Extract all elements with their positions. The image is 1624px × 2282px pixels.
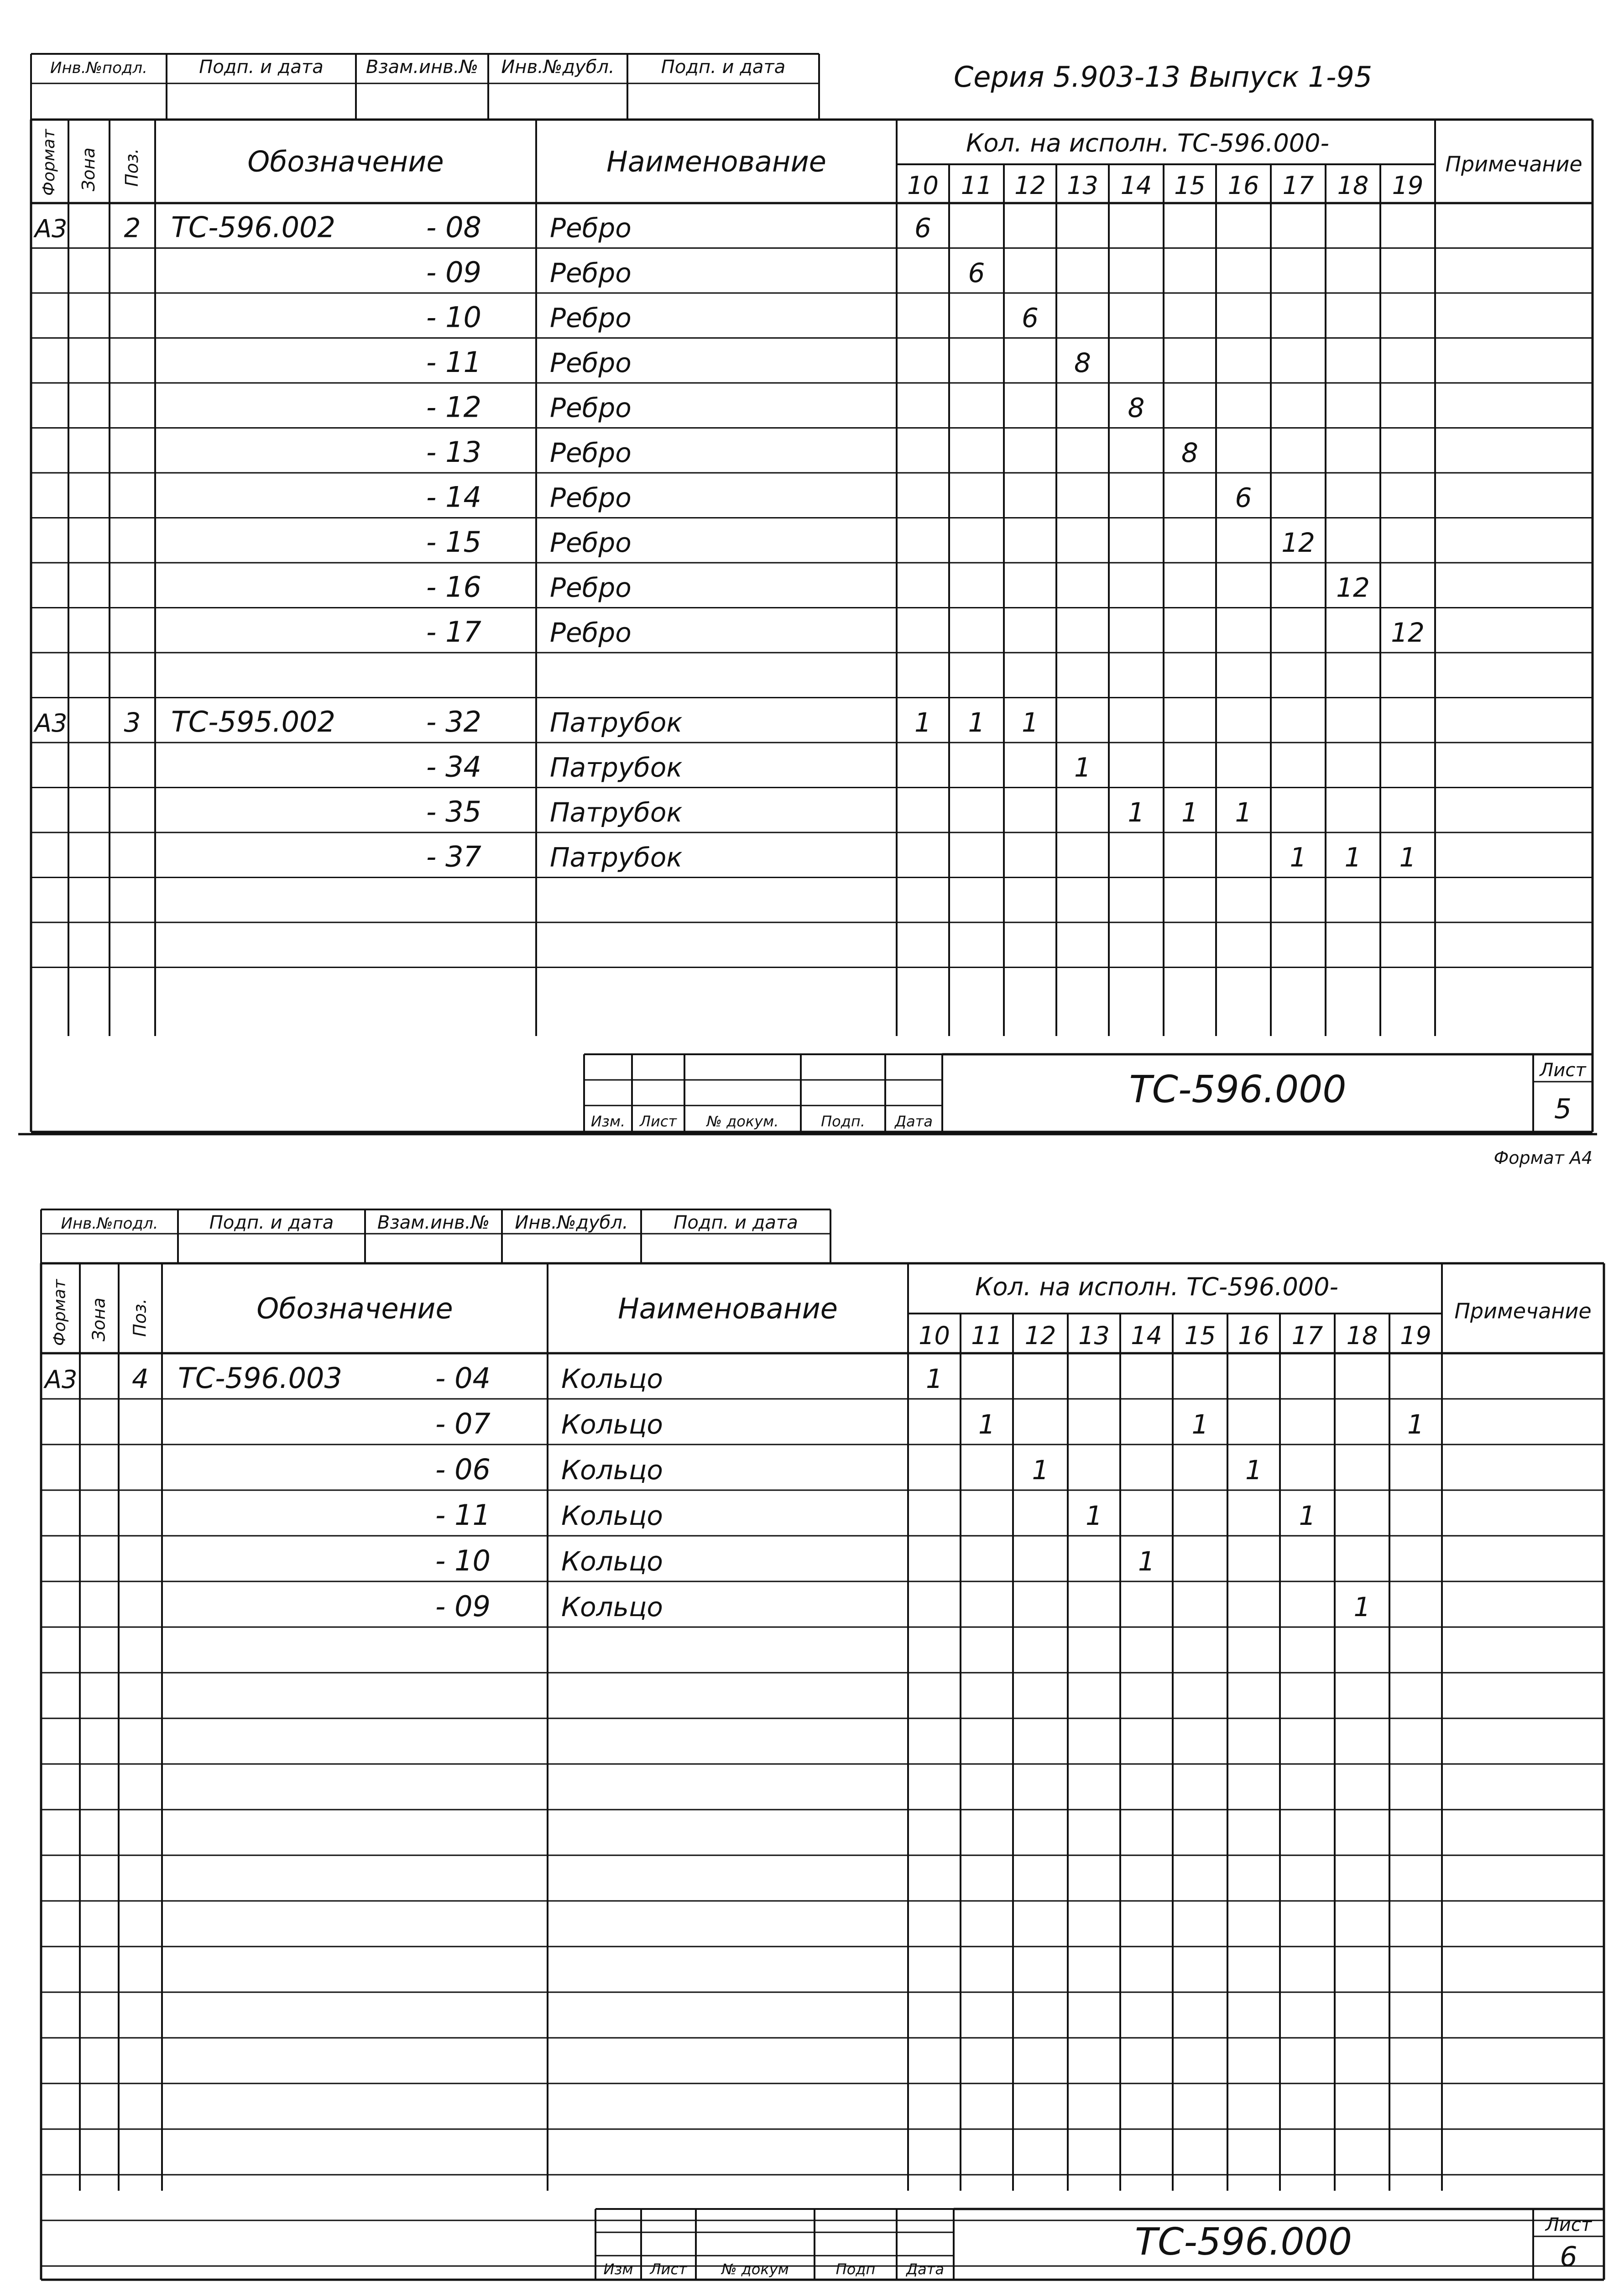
row-name: Ребро bbox=[550, 212, 632, 244]
header-designation: Обозначение bbox=[256, 1292, 453, 1325]
row-qty: 1 bbox=[1022, 707, 1039, 738]
row-format: А3 bbox=[35, 709, 68, 738]
row-suffix: - 16 bbox=[426, 570, 481, 604]
variant-label: 18 bbox=[1337, 171, 1369, 200]
row-qty: 1 bbox=[1407, 1409, 1424, 1440]
row-qty: 1 bbox=[1245, 1455, 1262, 1486]
sheet-label: Лист bbox=[1545, 2214, 1592, 2235]
row-name: Ребро bbox=[550, 617, 632, 648]
header-format: Формат bbox=[50, 1279, 69, 1346]
row-name: Ребро bbox=[550, 392, 632, 424]
row-suffix: - 34 bbox=[426, 750, 481, 784]
row-qty: 12 bbox=[1281, 527, 1315, 558]
series-title: Серия 5.903-13 Выпуск 1-95 bbox=[954, 60, 1373, 94]
title-block-label: Лист bbox=[650, 2261, 687, 2278]
stamp-label: Подп. и дата bbox=[199, 57, 324, 78]
row-suffix: - 09 bbox=[426, 256, 481, 289]
row-suffix: - 10 bbox=[426, 300, 481, 334]
stamp-label: Подп. и дата bbox=[674, 1212, 798, 1233]
row-designation: ТС-595.002 bbox=[171, 705, 335, 738]
variant-label: 10 bbox=[907, 171, 939, 200]
variant-label: 16 bbox=[1238, 1321, 1269, 1350]
header-qty-group: Кол. на исполн. ТС-596.000- bbox=[975, 1272, 1339, 1301]
row-name: Патрубок bbox=[550, 842, 683, 873]
stamp-label: Инв.№дубл. bbox=[501, 57, 615, 78]
header-name: Наименование bbox=[618, 1292, 838, 1325]
row-suffix: - 11 bbox=[426, 345, 481, 379]
variant-label: 12 bbox=[1014, 171, 1046, 200]
stamp-label: Инв.№подл. bbox=[50, 59, 147, 77]
format-note: Формат А4 bbox=[1493, 1148, 1593, 1168]
row-designation: ТС-596.002 bbox=[171, 210, 335, 244]
row-qty: 6 bbox=[914, 212, 931, 244]
row-name: Патрубок bbox=[550, 707, 683, 738]
row-suffix: - 35 bbox=[426, 795, 481, 828]
row-qty: 6 bbox=[1022, 302, 1039, 334]
header-note: Примечание bbox=[1454, 1298, 1592, 1324]
row-qty: 1 bbox=[1290, 842, 1307, 873]
header-zone: Зона bbox=[78, 147, 99, 191]
variant-label: 14 bbox=[1120, 171, 1152, 200]
row-suffix: - 32 bbox=[426, 705, 481, 738]
stamp-label: Подп. и дата bbox=[209, 1212, 334, 1233]
title-block-label: Дата bbox=[895, 1113, 933, 1130]
spec-sheet-5 bbox=[18, 54, 1597, 1168]
row-suffix: - 10 bbox=[435, 1544, 491, 1577]
row-qty: 1 bbox=[968, 707, 985, 738]
row-name: Кольцо bbox=[561, 1500, 663, 1531]
document-number: ТС-596.000 bbox=[1129, 1068, 1347, 1111]
row-designation: ТС-596.003 bbox=[178, 1361, 342, 1395]
row-name: Кольцо bbox=[561, 1591, 663, 1623]
stamp-label: Подп. и дата bbox=[661, 57, 786, 78]
row-suffix: - 06 bbox=[435, 1453, 491, 1486]
row-name: Ребро bbox=[550, 437, 632, 468]
variant-label: 18 bbox=[1346, 1321, 1378, 1350]
row-suffix: - 04 bbox=[435, 1361, 491, 1395]
header-pos: Поз. bbox=[130, 1298, 150, 1337]
title-block-label: № докум. bbox=[706, 1113, 779, 1130]
header-note: Примечание bbox=[1445, 152, 1582, 177]
title-block-label: № докум bbox=[721, 2261, 789, 2278]
row-qty: 1 bbox=[1138, 1546, 1155, 1577]
row-qty: 1 bbox=[1181, 797, 1198, 828]
row-format: А3 bbox=[35, 214, 68, 243]
row-qty: 12 bbox=[1336, 572, 1370, 603]
row-qty: 1 bbox=[1344, 842, 1362, 873]
sheet-number: 5 bbox=[1554, 1093, 1572, 1125]
row-suffix: - 17 bbox=[426, 615, 481, 649]
title-block-label: Лист bbox=[639, 1113, 677, 1130]
row-qty: 1 bbox=[1235, 797, 1252, 828]
variant-label: 17 bbox=[1291, 1321, 1323, 1350]
row-name: Ребро bbox=[550, 257, 632, 288]
row-name: Патрубок bbox=[550, 752, 683, 783]
row-qty: 1 bbox=[978, 1409, 995, 1440]
header-qty-group: Кол. на исполн. ТС-596.000- bbox=[966, 129, 1330, 157]
row-qty: 12 bbox=[1391, 617, 1425, 648]
row-pos: 4 bbox=[132, 1363, 149, 1394]
stamp-label: Инв.№дубл. bbox=[515, 1212, 628, 1233]
row-format: А3 bbox=[45, 1365, 78, 1394]
row-name: Ребро bbox=[550, 302, 632, 334]
title-block-label: Изм. bbox=[590, 1113, 626, 1130]
row-name: Ребро bbox=[550, 527, 632, 558]
row-qty: 1 bbox=[1191, 1409, 1209, 1440]
row-qty: 1 bbox=[1074, 752, 1091, 783]
header-pos: Поз. bbox=[122, 148, 142, 187]
variant-label: 17 bbox=[1282, 171, 1314, 200]
row-pos: 3 bbox=[124, 707, 141, 738]
row-suffix: - 13 bbox=[426, 435, 481, 469]
row-qty: 1 bbox=[1399, 842, 1416, 873]
title-block-label: Дата bbox=[906, 2261, 944, 2278]
header-zone: Зона bbox=[89, 1298, 109, 1341]
variant-label: 19 bbox=[1392, 171, 1424, 200]
row-suffix: - 09 bbox=[435, 1590, 491, 1623]
row-suffix: - 15 bbox=[426, 525, 481, 559]
header-format: Формат bbox=[40, 129, 58, 196]
variant-label: 19 bbox=[1400, 1321, 1431, 1350]
row-name: Кольцо bbox=[561, 1546, 663, 1577]
variant-label: 15 bbox=[1184, 1321, 1216, 1350]
header-name: Наименование bbox=[606, 145, 826, 178]
sheet-label: Лист bbox=[1540, 1060, 1586, 1081]
row-qty: 6 bbox=[968, 257, 985, 288]
variant-label: 11 bbox=[971, 1321, 1003, 1350]
variant-label: 12 bbox=[1024, 1321, 1056, 1350]
variant-label: 13 bbox=[1067, 171, 1098, 200]
stamp-label: Взам.инв.№ bbox=[366, 57, 479, 78]
row-name: Кольцо bbox=[561, 1409, 663, 1440]
row-name: Ребро bbox=[550, 482, 632, 513]
variant-label: 16 bbox=[1227, 171, 1259, 200]
row-name: Ребро bbox=[550, 572, 632, 603]
row-name: Кольцо bbox=[561, 1363, 663, 1394]
variant-label: 10 bbox=[919, 1321, 950, 1350]
stamp-label: Инв.№подл. bbox=[61, 1214, 158, 1233]
row-suffix: - 11 bbox=[435, 1498, 491, 1532]
title-block-label: Изм bbox=[603, 2261, 633, 2278]
row-name: Патрубок bbox=[550, 797, 683, 828]
sheet-number: 6 bbox=[1560, 2241, 1577, 2273]
row-name: Ребро bbox=[550, 347, 632, 378]
variant-label: 15 bbox=[1174, 171, 1206, 200]
stamp-label: Взам.инв.№ bbox=[377, 1212, 490, 1233]
row-suffix: - 08 bbox=[426, 210, 481, 244]
row-qty: 1 bbox=[1086, 1500, 1102, 1531]
row-qty: 6 bbox=[1235, 482, 1252, 513]
row-suffix: - 37 bbox=[426, 840, 481, 874]
spec-sheet-6 bbox=[41, 1209, 1604, 2280]
row-qty: 1 bbox=[1032, 1455, 1049, 1486]
row-qty: 8 bbox=[1074, 347, 1091, 378]
row-suffix: - 12 bbox=[426, 390, 481, 424]
row-qty: 1 bbox=[1353, 1591, 1371, 1623]
row-pos: 2 bbox=[124, 212, 141, 244]
document-number: ТС-596.000 bbox=[1134, 2220, 1352, 2264]
row-qty: 1 bbox=[926, 1363, 943, 1394]
variant-label: 14 bbox=[1131, 1321, 1162, 1350]
row-name: Кольцо bbox=[561, 1455, 663, 1486]
row-qty: 8 bbox=[1128, 392, 1145, 424]
header-designation: Обозначение bbox=[247, 145, 444, 178]
variant-label: 11 bbox=[961, 171, 992, 200]
title-block-label: Подп bbox=[835, 2261, 876, 2278]
row-suffix: - 14 bbox=[426, 480, 481, 514]
variant-label: 13 bbox=[1078, 1321, 1110, 1350]
row-qty: 1 bbox=[914, 707, 931, 738]
row-qty: 1 bbox=[1299, 1500, 1316, 1531]
row-qty: 8 bbox=[1181, 437, 1198, 468]
row-qty: 1 bbox=[1128, 797, 1145, 828]
title-block-label: Подп. bbox=[821, 1113, 865, 1130]
row-suffix: - 07 bbox=[435, 1407, 491, 1440]
